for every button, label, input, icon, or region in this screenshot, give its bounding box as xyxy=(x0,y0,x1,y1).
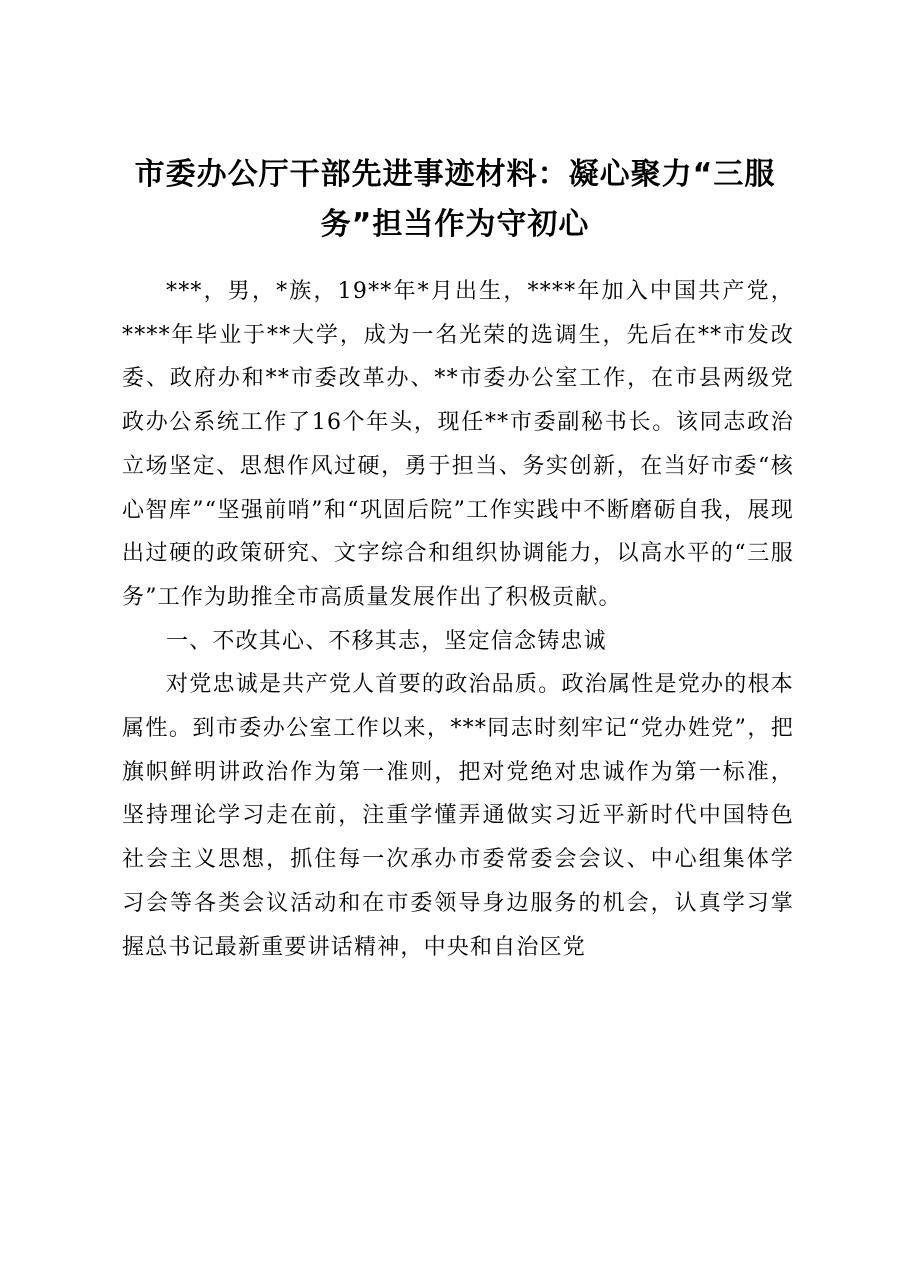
document-title: 市委办公厅干部先进事迹材料：凝心聚力“三服务”担当作为守初心 xyxy=(134,157,776,242)
document-body xyxy=(122,270,794,969)
paragraph-section-1: 对党忠诚是共产党人首要的政治品质。政治属性是党办的根本属性。到市委办公室工作以来，***同志时刻牢记“党办姓党”，把旗帜鲜明讲政治作为第一准则，把对党绝对忠诚作为第一标准，坚持理论学习走在前，注重学懂弄通做实习近平新时代中国特色社会主义思想，抓住每一次承办市委常委会会议、中心组集体学习会等各类会议活动和在市委领导身边服务的机会，认真学习掌握总书记最新重要讲话精神，中央和自治区党 xyxy=(122,672,794,960)
section-heading-1: 一、不改其心、不移其志，坚定信念铸忠诚 xyxy=(166,628,607,654)
paragraph-intro: ***，男，*族，19**年*月出生，****年加入中国共产党，****年毕业于**大学，成为一名光荣的选调生，先后在**市发改委、政府办和**市委改革办、**市委办公室工作，在市县两级党政办公系统工作了16个年头，现任**市委副秘书长。该同志政治立场坚定、思想作风过硬，勇于担当、务实创新，在当好市委“核心智库”“坚强前哨”和“巩固后院”工作实践中不断磨砺自我，展现出过硬的政策研究、文字综合和组织协调能力，以高水平的“三服务”工作为助推全市高质量发展作出了积极贡献。 xyxy=(122,279,794,610)
